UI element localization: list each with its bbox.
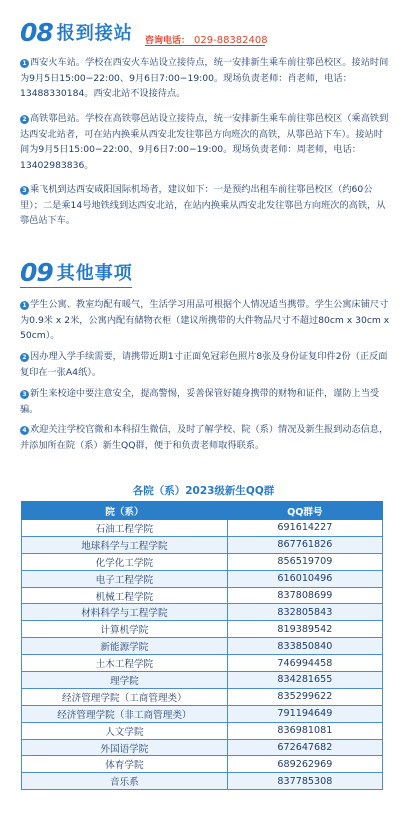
number-bullet-icon: 2	[20, 353, 29, 362]
table-row	[22, 638, 383, 655]
table-title: 各院（系）2023级新生QQ群	[132, 485, 275, 497]
list-item	[20, 111, 390, 173]
department-cell: 新能源学院	[22, 638, 228, 655]
qq-number-cell: 835299622	[227, 688, 382, 705]
qq-number-cell: 689262969	[227, 756, 382, 773]
qq-number-cell: 691614227	[227, 520, 382, 537]
table-row	[22, 739, 383, 756]
item-text: 乘飞机到达西安咸阳国际机场者，建议如下：一是预约出租车前往鄠邑校区（约60公里）；二是乘14号地铁线到达西安北站，在站内换乘从西安北发往鄠邑方向班次的高铁，从鄠邑站下车。	[20, 184, 386, 226]
table-row	[22, 621, 383, 638]
qq-number-cell: 672647682	[227, 739, 382, 756]
section-title: 其他事项	[56, 263, 133, 284]
column-header-department: 院（系）	[22, 502, 228, 520]
number-bullet-icon: 1	[20, 59, 29, 68]
department-cell: 材料科学与工程学院	[22, 604, 228, 621]
department-cell: 体育学院	[22, 756, 228, 773]
section-number: 08	[20, 18, 53, 47]
department-cell: 地球科学与工程学院	[22, 536, 228, 553]
item-text: 因办理入学手续需要，请携带近期1寸正面免冠彩色照片8张及身份证复印件2份（正反面复印在一张A4纸）。	[20, 351, 388, 378]
list-item	[20, 349, 390, 380]
department-cell: 理学院	[22, 672, 228, 689]
divider	[20, 287, 132, 288]
qq-number-cell: 832805843	[227, 604, 382, 621]
list-item	[20, 386, 390, 417]
table-row	[22, 536, 383, 553]
department-cell: 土木工程学院	[22, 655, 228, 672]
table-row	[22, 520, 383, 537]
qq-number-cell: 834281655	[227, 672, 382, 689]
item-text: 高铁鄠邑站。学校在高铁鄠邑站设立接待点，统一安排新生乘车前往鄠邑校区（乘高铁到达西安北站者，可在站内换乘从西安北发往鄠邑方向班次的高铁，从鄠邑站下车）。接站时间为9月5日15:00−22:00、9月6日7:00−19:00。现场负责老师：周老师，电话：13402983836。	[20, 113, 389, 171]
table-row	[22, 587, 383, 604]
contact-number: 029-88382408	[194, 35, 268, 46]
department-cell: 化学化工学院	[22, 553, 228, 570]
list-item	[20, 422, 390, 453]
list-item	[20, 182, 390, 229]
table-row	[22, 756, 383, 773]
qq-number-cell: 837785308	[227, 773, 382, 790]
department-cell: 音乐系	[22, 773, 228, 790]
list-item	[20, 297, 390, 344]
section-number: 09	[20, 258, 53, 287]
department-cell: 经济管理学院（工商管理类）	[22, 688, 228, 705]
number-bullet-icon: 1	[20, 301, 29, 310]
table-row	[22, 553, 383, 570]
qq-number-cell: 791194649	[227, 705, 382, 722]
qq-number-cell: 867761826	[227, 536, 382, 553]
department-cell: 经济管理学院（非工商管理类）	[22, 705, 228, 722]
item-text: 西安火车站。学校在西安火车站设立接待点，统一安排新生乘车前往鄠邑校区。接站时间为9月5日15:00−22:00、9月6日7:00−19:00。现场负责老师：肖老师，电话：13488330184。西安北站不设接待点。	[20, 57, 389, 99]
qq-number-cell: 616010496	[227, 570, 382, 587]
contact-phone	[145, 33, 268, 46]
section-09-heading	[20, 260, 133, 286]
department-cell: 石油工程学院	[22, 520, 228, 537]
qq-number-cell: 819389542	[227, 621, 382, 638]
department-cell: 机械工程学院	[22, 587, 228, 604]
number-bullet-icon: 2	[20, 115, 29, 124]
department-cell: 电子工程学院	[22, 570, 228, 587]
qq-number-cell: 856519709	[227, 553, 382, 570]
qq-number-cell: 833850840	[227, 638, 382, 655]
table-body	[22, 520, 383, 790]
department-cell: 计算机学院	[22, 621, 228, 638]
table-row	[22, 688, 383, 705]
list-item	[20, 55, 390, 102]
department-cell: 人文学院	[22, 722, 228, 739]
table-row	[22, 705, 383, 722]
qq-number-cell: 837808699	[227, 587, 382, 604]
qq-number-cell: 746994458	[227, 655, 382, 672]
section-08-heading	[20, 20, 133, 46]
section-title: 报到接站	[56, 23, 133, 44]
table-header-row	[22, 502, 383, 520]
qq-number-cell: 836981081	[227, 722, 382, 739]
number-bullet-icon: 3	[20, 186, 29, 195]
department-cell: 外国语学院	[22, 739, 228, 756]
contact-label: 咨询电话：	[145, 36, 191, 46]
item-text: 欢迎关注学校官微和本科招生微信，及时了解学校、院（系）情况及新生报到动态信息，并添加所在院（系）新生QQ群，便于和负责老师取得联系。	[20, 424, 389, 451]
table-row	[22, 570, 383, 587]
qq-group-table	[21, 501, 383, 790]
table-row	[22, 655, 383, 672]
number-bullet-icon: 4	[20, 426, 29, 435]
table-row	[22, 604, 383, 621]
number-bullet-icon: 3	[20, 390, 29, 399]
table-row	[22, 773, 383, 790]
column-header-qq: QQ群号	[227, 502, 382, 520]
table-row	[22, 672, 383, 689]
item-text: 学生公寓、教室均配有暖气，生活学习用品可根据个人情况适当携带。学生公寓床铺尺寸为0.9米 x 2米，公寓内配有储物衣柜（建议所携带的大件物品尺寸不超过80cm x 30cm x 50cm）。	[20, 299, 390, 341]
table-row	[22, 722, 383, 739]
item-text: 新生来校途中要注意安全，提高警惕，妥善保管好随身携带的财物和证件，谨防上当受骗。	[20, 388, 380, 415]
